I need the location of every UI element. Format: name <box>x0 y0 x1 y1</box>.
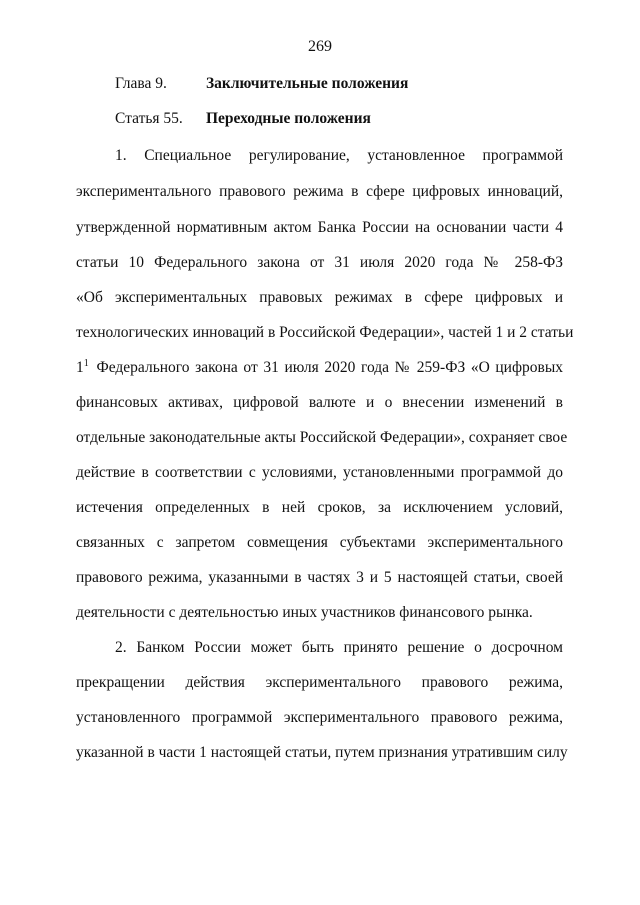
text-line: технологических инноваций в Российской Федерации», частей 1 и 2 статьи <box>76 324 574 341</box>
text-line: указанной в части 1 настоящей статьи, путем признания утратившим силу <box>76 744 568 761</box>
chapter-title: Заключительные положения <box>206 75 409 92</box>
text-line-with-superscript <box>76 356 563 380</box>
article-heading <box>115 110 371 128</box>
text-line: 2. Банком России может быть принято решение о досрочном <box>115 639 563 656</box>
text-line: «Об экспериментальных правовых режимах в сфере цифровых и <box>76 289 563 306</box>
text-line: прекращении действия экспериментального правового режима, <box>76 674 563 691</box>
text-line: 1. Специальное регулирование, установленное программой <box>115 147 563 164</box>
text-line: экспериментального правового режима в сфере цифровых инноваций, <box>76 183 563 200</box>
page-number: 269 <box>308 38 332 55</box>
text-line: истечения определенных в ней сроков, за исключением условий, <box>76 499 563 516</box>
text-line-rest: Федерального закона от 31 июля 2020 года № 259-ФЗ «О цифровых <box>96 359 563 376</box>
text-line: финансовых активах, цифровой валюте и о внесении изменений в <box>76 394 563 411</box>
article-title: Переходные положения <box>206 110 371 127</box>
text-line: действие в соответствии с условиями, установленными программой до <box>76 464 563 481</box>
text-line: статьи 10 Федерального закона от 31 июля 2020 года № 258-ФЗ <box>76 254 563 271</box>
text-line: отдельные законодательные акты Российской Федерации», сохраняет свое <box>76 429 568 446</box>
article-number-base: 1 <box>76 359 84 376</box>
text-line: утвержденной нормативным актом Банка России на основании части 4 <box>76 219 563 236</box>
text-line: связанных с запретом совмещения субъектами экспериментального <box>76 534 563 551</box>
chapter-heading <box>115 75 408 93</box>
text-line: установленного программой экспериментального правового режима, <box>76 709 563 726</box>
text-line: правового режима, указанными в частях 3 и 5 настоящей статьи, своей <box>76 569 563 586</box>
article-number: Статья 55. <box>115 110 183 127</box>
superscript-mark: 1 <box>83 358 89 369</box>
chapter-number: Глава 9. <box>115 75 167 92</box>
text-line-last: деятельности с деятельностью иных участников финансового рынка. <box>76 604 533 621</box>
